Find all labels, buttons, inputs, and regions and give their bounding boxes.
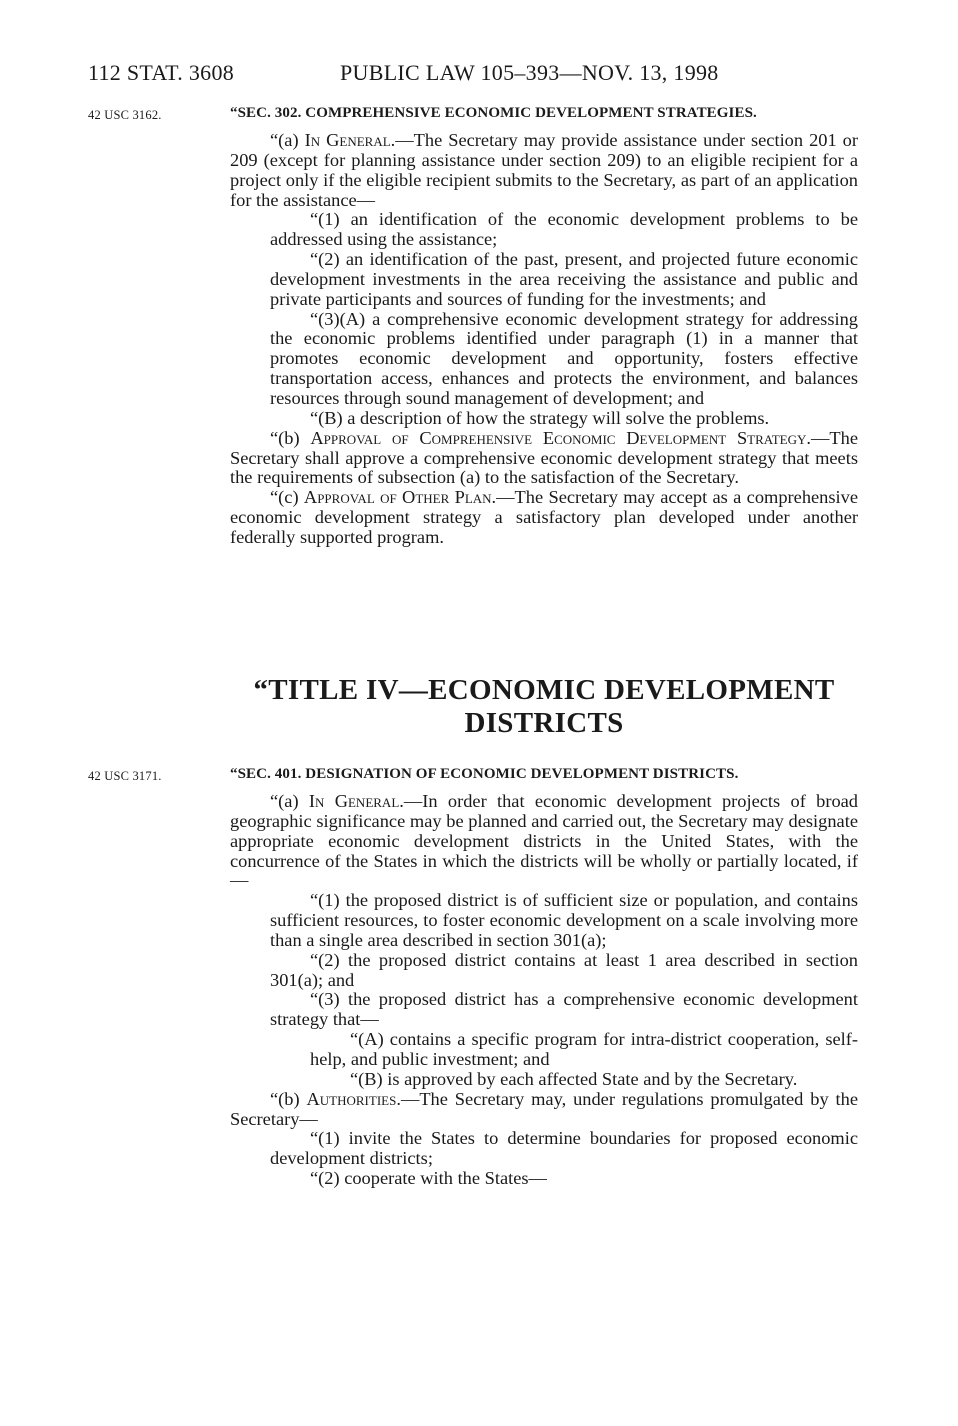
paragraph-2: “(2) the proposed district contains at least 1 area described in section 301(a); and: [270, 949, 858, 990]
subsection-a: “(a) In General.—The Secretary may provide assistance under section 201 or 209 (except for planning assistance under section 209) to an eligible recipient for a project only if the eligible recipient submits to the Secretary, as part of an application for the assistance—: [230, 130, 858, 210]
section-302-body: [230, 131, 858, 548]
paragraph-3: “(3) the proposed district has a comprehensive economic development strategy that—: [270, 989, 858, 1030]
section-302-heading: “SEC. 302. COMPREHENSIVE ECONOMIC DEVELOPMENT STRATEGIES.: [230, 105, 757, 121]
subparagraph-a: “(A) contains a specific program for intra-district cooperation, self-help, and public investment; and: [310, 1029, 858, 1069]
paragraph-2: “(2) an identification of the past, present, and projected future economic development investments in the area receiving the assistance and public and private participants and sources of funding for the investments; and: [270, 249, 858, 309]
page-reference: 112 STAT. 3608: [88, 60, 235, 85]
running-header: PUBLIC LAW 105–393—NOV. 13, 1998: [340, 60, 719, 85]
paragraph-3a: “(3)(A) a comprehensive economic development strategy for addressing the economic problems identified under paragraph (1) in a manner that promotes economic development and opportunity, fosters effective transportation access, enhances and protects the environment, and balances resources through sound management of development; and: [270, 308, 858, 408]
title-line-1: “TITLE IV—ECONOMIC DEVELOPMENT: [253, 674, 835, 706]
margin-citation-3171: 42 USC 3171.: [88, 769, 162, 783]
subparagraph-b: “(B) is approved by each affected State and by the Secretary.: [350, 1068, 798, 1089]
subsection-b: “(b) Authorities.—The Secretary may, under regulations promulgated by the Secretary—: [230, 1088, 858, 1129]
paragraph-b1: “(1) invite the States to determine boundaries for proposed economic development districts;: [270, 1128, 858, 1169]
subsection-c: “(c) Approval of Other Plan.—The Secretary may accept as a comprehensive economic development strategy a satisfactory plan developed under another federally supported program.: [230, 487, 858, 547]
title-iv-heading: [230, 674, 858, 740]
margin-citation-3162: 42 USC 3162.: [88, 108, 162, 122]
section-401-body: [230, 792, 858, 1189]
paragraph-1: “(1) the proposed district is of sufficient size or population, and contains sufficient resources, to foster economic development on a scale involving more than a single area described in section 301(a);: [270, 890, 858, 950]
subsection-a: “(a) In General.—In order that economic development projects of broad geographic significance may be planned and carried out, the Secretary may designate appropriate economic development districts in the United States, with the concurrence of the States in which the districts will be wholly or partially located, if—: [230, 791, 859, 891]
paragraph-1: “(1) an identification of the economic development problems to be addressed using the assistance;: [270, 209, 858, 250]
paragraph-b2: “(2) cooperate with the States—: [310, 1168, 547, 1189]
subsection-b: “(b) Approval of Comprehensive Economic Development Strategy.—The Secretary shall approve a comprehensive economic development strategy that meets the requirements of subsection (a) to the satisfaction of the Secretary.: [230, 427, 858, 488]
paragraph-3b: “(B) a description of how the strategy will solve the problems.: [310, 407, 770, 428]
section-401-heading: “SEC. 401. DESIGNATION OF ECONOMIC DEVELOPMENT DISTRICTS.: [230, 766, 739, 782]
title-line-2: DISTRICTS: [464, 707, 624, 739]
